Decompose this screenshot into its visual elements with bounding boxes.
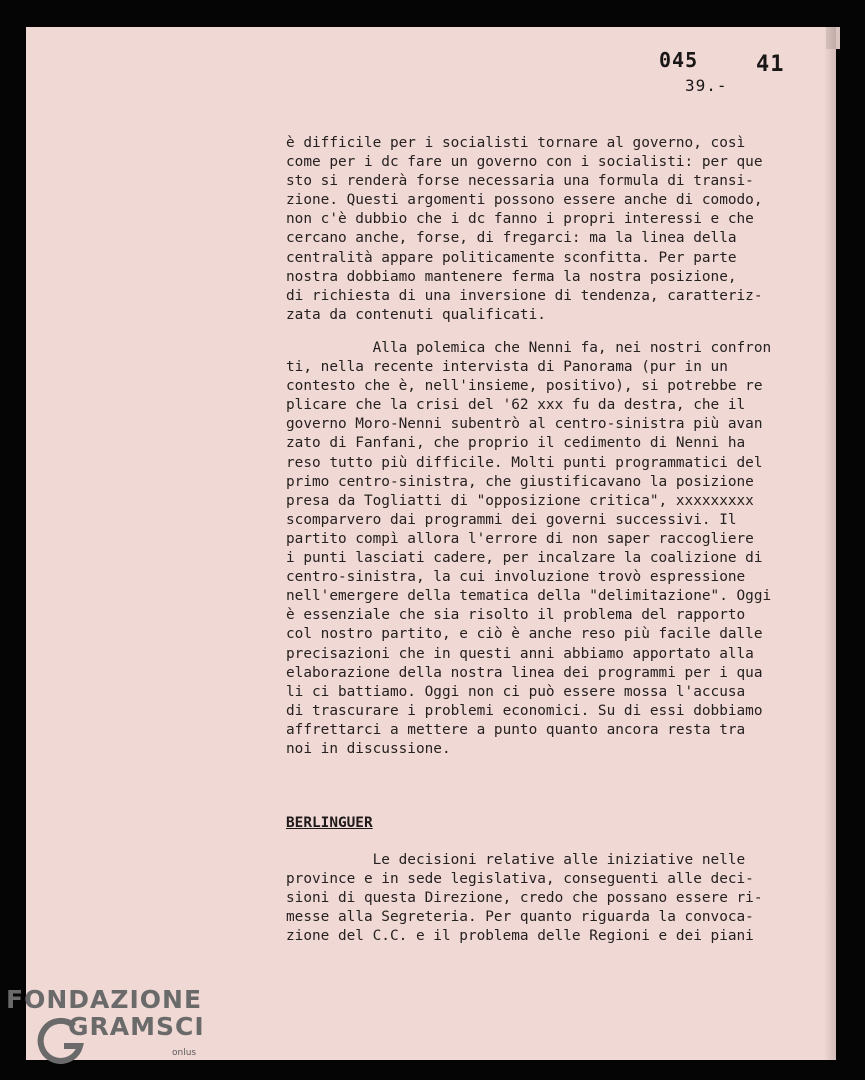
paragraph-2: Alla polemica che Nenni fa, nei nostri confron ti, nella recente intervista di Panorama (pur in un contesto che è, nell'insieme, positivo), si potrebbe re plicare che la crisi del '62 xxx fu da destra, che il governo Moro-Nenni subentrò al centro-sinistra più avan zato di Fanfani, che proprio il cedimento di Nenni ha reso tutto più difficile. Molti punti programmatici del primo centro-sinistra, che giustificavano la posizione presa da Togliatti di "opposizione critica", xxxxxxxxx scomparvero dai programmi dei governi successivi. Il partito compì allora l'errore di non saper raccogliere i punti lasciati cadere, per incalzare la coalizione di centro-sinistra, la cui involuzione trovò espressione nell'emergere della tematica della "delimitazione". Oggi è essenziale che sia risolto il problema del rapporto col nostro partito, e ciò è anche reso più facile dalle precisazioni che in questi anni abbiamo apportato alla elaborazione della nostra linea dei programmi per i qua li ci battiamo. Oggi non ci può essere mossa l'accusa di trascurare i problemi economici. Su di essi dobbiamo affrettarci a mettere a punto quanto ancora resta tra noi in discussione. xyxy=(286,340,772,757)
gramsci-logo-icon xyxy=(34,1012,92,1070)
paragraph-1: è difficile per i socialisti tornare al governo, così come per i dc fare un governo con i socialisti: per que sto si renderà forse necessaria una formula di transi- zione. Questi argomenti possono essere anche di comodo, non c'è dubbio che i dc fanno i propri interessi e che cercano anche, forse, di fregarci: ma la linea della centralità appare politicamente sconfitta. Per parte nostra dobbiamo mantenere ferma la nostra posizione, di richiesta di una inversione di tendenza, caratteriz- zata da contenuti qualificati. xyxy=(286,135,763,323)
watermark-line1: FONDAZIONE xyxy=(6,985,203,1014)
watermark-line2: GRAMSCI xyxy=(68,1012,205,1041)
paragraph-3: Le decisioni relative alle iniziative nelle province e in sede legislativa, conseguenti alle deci- sioni di questa Direzione, credo che possano essere ri- messe alla Segreteria. Per quanto riguarda la convoca- zione del C.C. e il problema delle Regioni e dei piani xyxy=(286,852,763,945)
page-number: 41 xyxy=(756,52,785,77)
watermark-sub: onlus xyxy=(172,1048,197,1058)
document-page xyxy=(26,27,836,1060)
sub-page-number: 39.- xyxy=(685,76,728,95)
page-corner xyxy=(826,27,840,49)
speaker-heading: BERLINGUER xyxy=(286,815,373,831)
archive-stamp: 045 xyxy=(659,48,699,72)
